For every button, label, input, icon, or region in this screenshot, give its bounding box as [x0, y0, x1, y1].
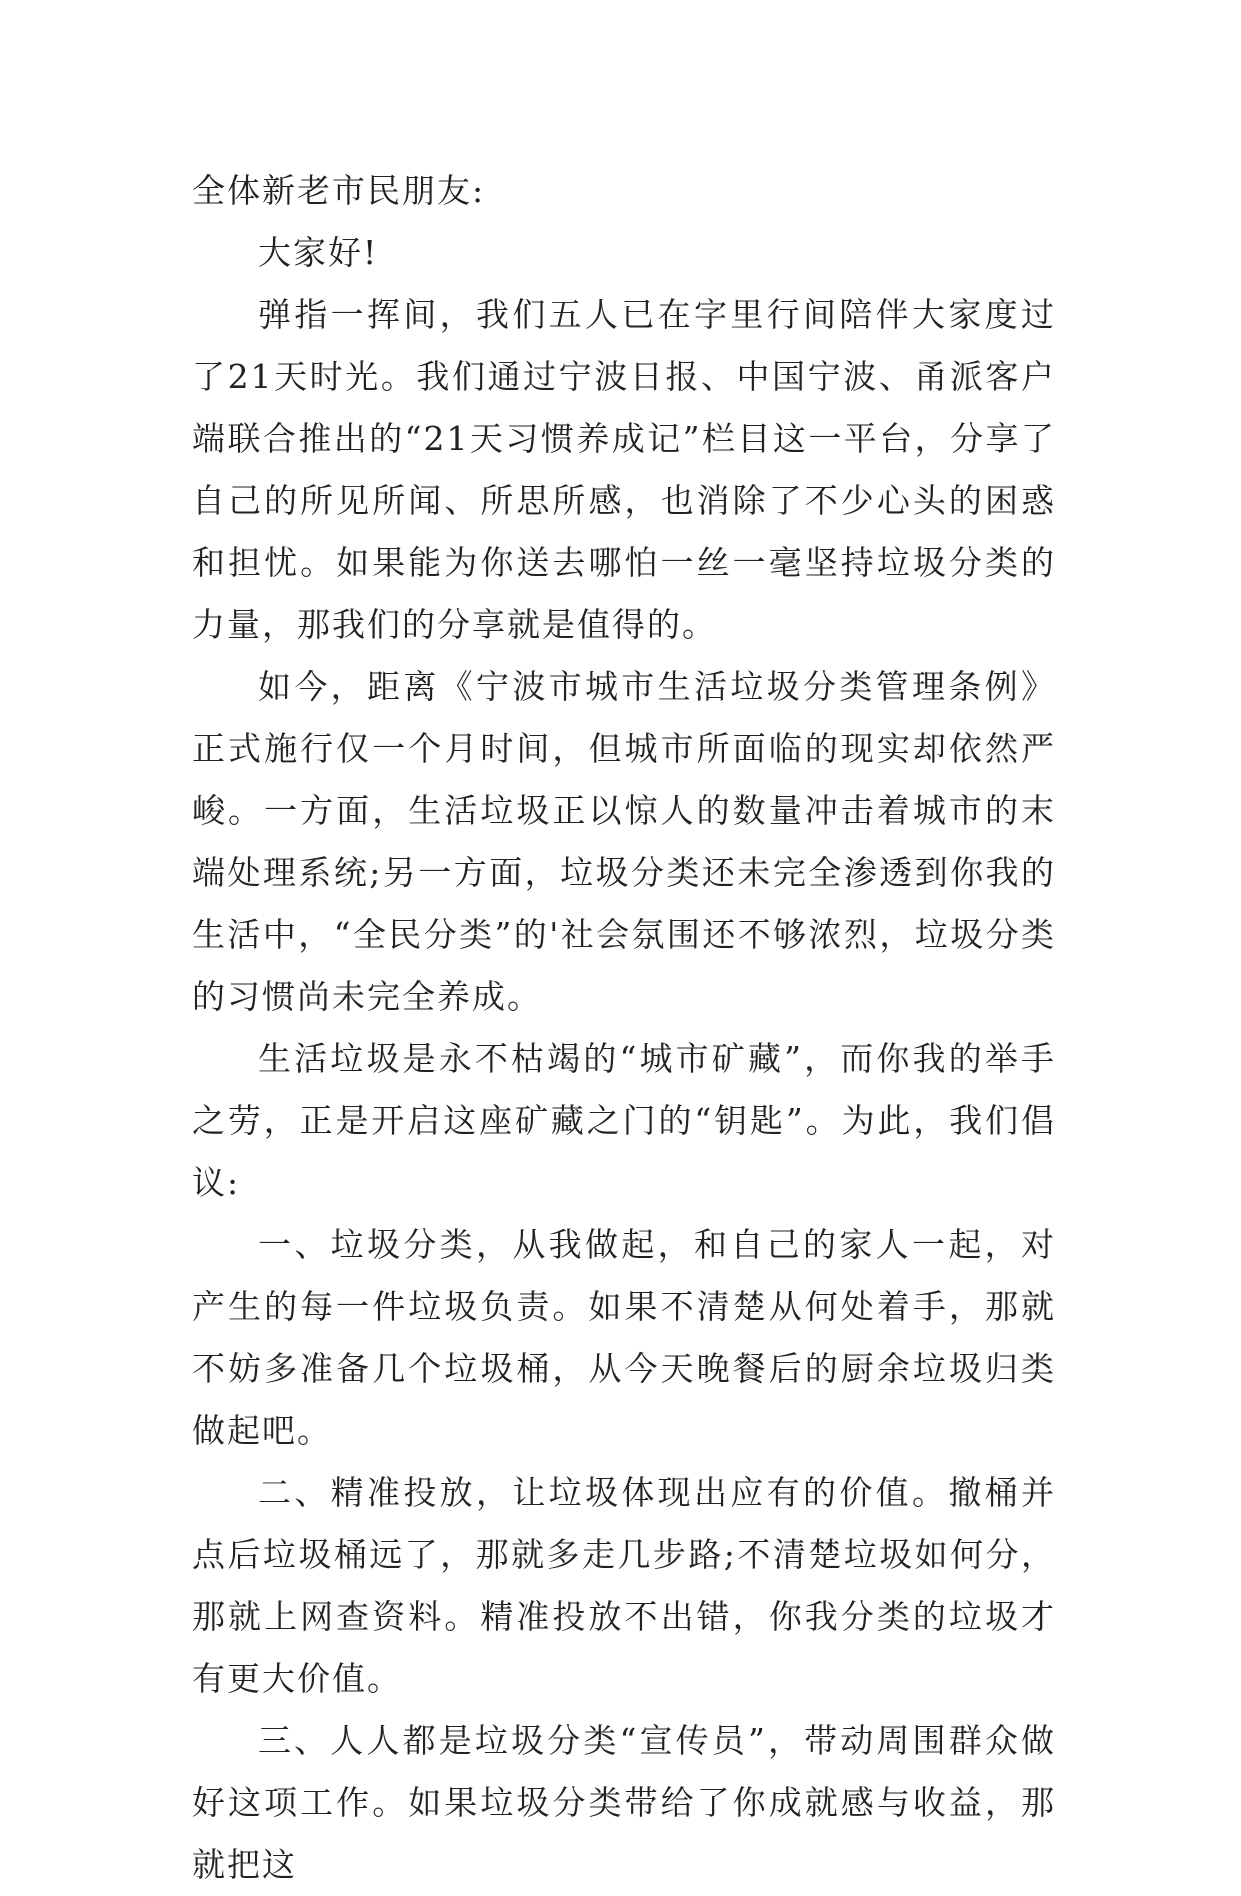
paragraph: 弹指一挥间，我们五人已在字里行间陪伴大家度过了21天时光。我们通过宁波日报、中国宁波、甬派客户端联合推出的“21天习惯养成记”栏目这一平台，分享了自己的所见所闻、所思所感，也消除了不少心头的困惑和担忧。如果能为你送去哪怕一丝一毫坚持垃圾分类的力量，那我们的分享就是值得的。 — [192, 295, 1056, 644]
salutation: 全体新老市民朋友: — [192, 171, 486, 210]
proposal-item: 一、垃圾分类，从我做起，和自己的家人一起，对产生的每一件垃圾负责。如果不清楚从何处着手，那就不妨多准备几个垃圾桶，从今天晚餐后的厨余垃圾归类做起吧。 — [192, 1225, 1056, 1450]
greeting: 大家好! — [258, 233, 379, 272]
proposal-item: 三、人人都是垃圾分类“宣传员”，带动周围群众做好这项工作。如果垃圾分类带给了你成就感与收益，那就把这 — [192, 1721, 1056, 1884]
paragraph: 如今，距离《宁波市城市生活垃圾分类管理条例》正式施行仅一个月时间，但城市所面临的现实却依然严峻。一方面，生活垃圾正以惊人的数量冲击着城市的末端处理系统;另一方面，垃圾分类还未完全渗透到你我的生活中，“全民分类”的'社会氛围还不够浓烈，垃圾分类的习惯尚未完全养成。 — [192, 667, 1056, 1016]
letter-body — [192, 160, 1056, 1896]
proposal-item: 二、精准投放，让垃圾体现出应有的价值。撤桶并点后垃圾桶远了，那就多走几步路;不清楚垃圾如何分，那就上网查资料。精准投放不出错，你我分类的垃圾才有更大价值。 — [192, 1473, 1056, 1698]
paragraph: 生活垃圾是永不枯竭的“城市矿藏”，而你我的举手之劳，正是开启这座矿藏之门的“钥匙”。为此，我们倡议: — [192, 1039, 1056, 1202]
